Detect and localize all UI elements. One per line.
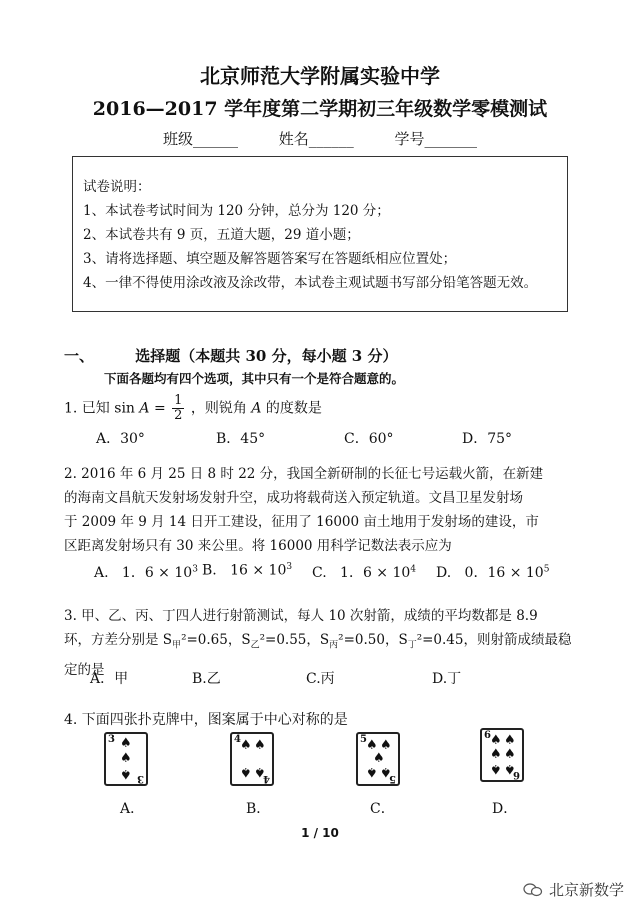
spade-icon: ♠ [380,764,392,779]
spade-icon: ♠ [504,733,516,748]
spade-icon: ♠ [504,761,516,776]
q2-option-b [202,562,292,579]
q1-eq: = [149,400,171,417]
q4-option-c: C． [370,801,395,817]
spade-icon: ♠ [380,738,392,753]
q3-seg: ²=0.65，S [181,632,251,648]
q2-option-c [312,562,416,582]
page-number: 1 / 10 [301,826,339,840]
q2-line: 于 2009 年 9 月 14 日开工建设，征用了 16000 亩土地用于发射场的建设，市 [64,514,539,530]
spade-icon: ♠ [373,751,385,766]
q3-sub: 丙 [329,640,339,651]
card-rank: 5 [360,734,367,745]
chat-bubble-icon [523,883,543,897]
q3-seg: ²=0.50，S [338,632,408,648]
q1-text: 1. 已知 [64,400,110,417]
spade-icon: ♠ [504,747,516,762]
q2-option-exp: 3 [286,562,293,572]
spade-icon: ♠ [120,766,132,781]
name-field-label: 姓名______ [278,130,354,148]
instructions-heading: 试卷说明： [83,179,151,195]
q2-option-a [94,562,198,582]
spade-icon: ♠ [490,761,502,776]
q2-option-exp: 5 [543,564,550,575]
instruction-item: 4、一律不得使用涂改液及涂改带，本试卷主观试题书写部分铅笔答题无效。 [83,275,538,291]
q2-option-label: A. [94,565,109,581]
q4-option-a: A． [120,801,145,817]
section-heading [64,345,397,366]
q3-option-c: C.丙 [306,671,335,687]
q2-option-d [436,562,549,582]
q2-option-label: C. [312,565,327,581]
q3-sub: 乙 [250,640,260,651]
instruction-item: 3、请将选择题、填空题及解答题答案写在答题纸相应位置处； [83,251,457,267]
instructions-box [72,156,568,312]
q1-fraction [172,394,184,423]
spade-icon: ♠ [240,764,252,779]
q1-numerator: 1 [174,393,183,408]
card-rank: 3 [108,734,115,745]
school-title: 北京师范大学附属实验中学 [200,64,440,88]
section-title: 选择题（本题共 30 分，每小题 3 分） [135,347,398,365]
q2-option-base: 1．6 × 10 [340,565,411,581]
q1-option-a: A．30° [96,431,145,447]
q3-line [64,628,572,658]
playing-card-c [356,732,400,786]
q2-option-base: 1．6 × 10 [121,565,193,581]
q3-seg: ²=0.55，S [259,632,330,648]
spade-icon: ♠ [120,751,132,766]
student-info-line [0,128,640,149]
card-rank: 6 [513,769,520,780]
spade-icon: ♠ [490,747,502,762]
section-number: 一、 [64,347,95,365]
spade-icon: ♠ [254,764,266,779]
q2-option-base: 16 × 10 [230,562,287,579]
spade-icon: ♠ [120,736,132,751]
exam-title: 2016—2017 学年度第二学期初三年级数学零模测试 [92,98,548,120]
card-rank: 6 [484,730,491,741]
q3-line: 定的是 [64,661,105,678]
q3-sub: 丁 [407,640,417,651]
q1-var-2: A [251,400,262,417]
q1-option-c: C．60° [344,431,394,447]
q2-option-label: D. [436,565,452,581]
playing-card-d [480,728,524,782]
q4-option-b: B． [246,801,271,817]
brand-watermark [523,879,624,900]
q1-option-b: B．45° [216,431,266,447]
q4-option-d: D． [492,801,518,817]
card-rank: 5 [389,773,396,784]
section-note: 下面各题均有四个选项，其中只有一个是符合题意的。 [104,371,405,386]
q1-denominator: 2 [174,408,183,423]
q3-option-d: D.丁 [432,671,462,687]
q1-sin: sin [114,400,135,417]
question-1-stem [64,394,322,423]
q2-line: 区距离发射场只有 30 来公里。将 16000 用科学记数法表示应为 [64,538,452,554]
q1-text-3: 的度数是 [261,400,322,417]
card-rank: 3 [137,773,144,784]
q2-line: 2. 2016 年 6 月 25 日 8 时 22 分，我国全新研制的长征七号运载火箭，在新建 [64,466,544,482]
playing-card-b [230,732,274,786]
q2-line: 的海南文昌航天发射场发射升空，成功将载荷送入预定轨道。文昌卫星发射场 [64,490,523,506]
spade-icon: ♠ [366,764,378,779]
q1-text-2: ，则锐角 [190,400,252,417]
question-4-stem: 4. 下面四张扑克牌中，图案属于中心对称的是 [64,712,348,728]
student-id-field-label: 学号_______ [394,130,478,148]
q3-seg: ²=0.45，则射箭成绩最稳 [416,632,572,648]
spade-icon: ♠ [254,738,266,753]
q3-seg: 环，方差分别是 S [64,632,173,648]
q1-var: A [139,400,150,417]
instruction-item: 2、本试卷共有 9 页，五道大题，29 道小题； [83,227,360,243]
q3-line: 3. 甲、乙、丙、丁四人进行射箭测试，每人 10 次射箭，成绩的平均数都是 8.9 [64,608,538,624]
card-rank: 4 [234,734,241,745]
spade-icon: ♠ [240,738,252,753]
spade-icon: ♠ [366,738,378,753]
playing-card-a [104,732,148,786]
q3-sub: 甲 [172,640,182,651]
class-field-label: 班级______ [162,130,238,148]
question-2-stem [64,462,543,558]
q2-option-label: B. [202,562,217,579]
instruction-item: 1、本试卷考试时间为 120 分钟，总分为 120 分； [83,203,390,219]
spade-icon: ♠ [490,733,502,748]
brand-name: 北京新数学 [548,881,624,899]
q3-option-b: B.乙 [192,671,221,687]
q3-option-a: A．甲 [90,671,129,687]
card-rank: 4 [263,773,270,784]
q2-option-base: 0．16 × 10 [464,565,544,581]
q2-option-exp: 4 [410,564,417,575]
q1-option-d: D．75° [462,431,513,447]
q2-option-exp: 3 [192,564,198,575]
